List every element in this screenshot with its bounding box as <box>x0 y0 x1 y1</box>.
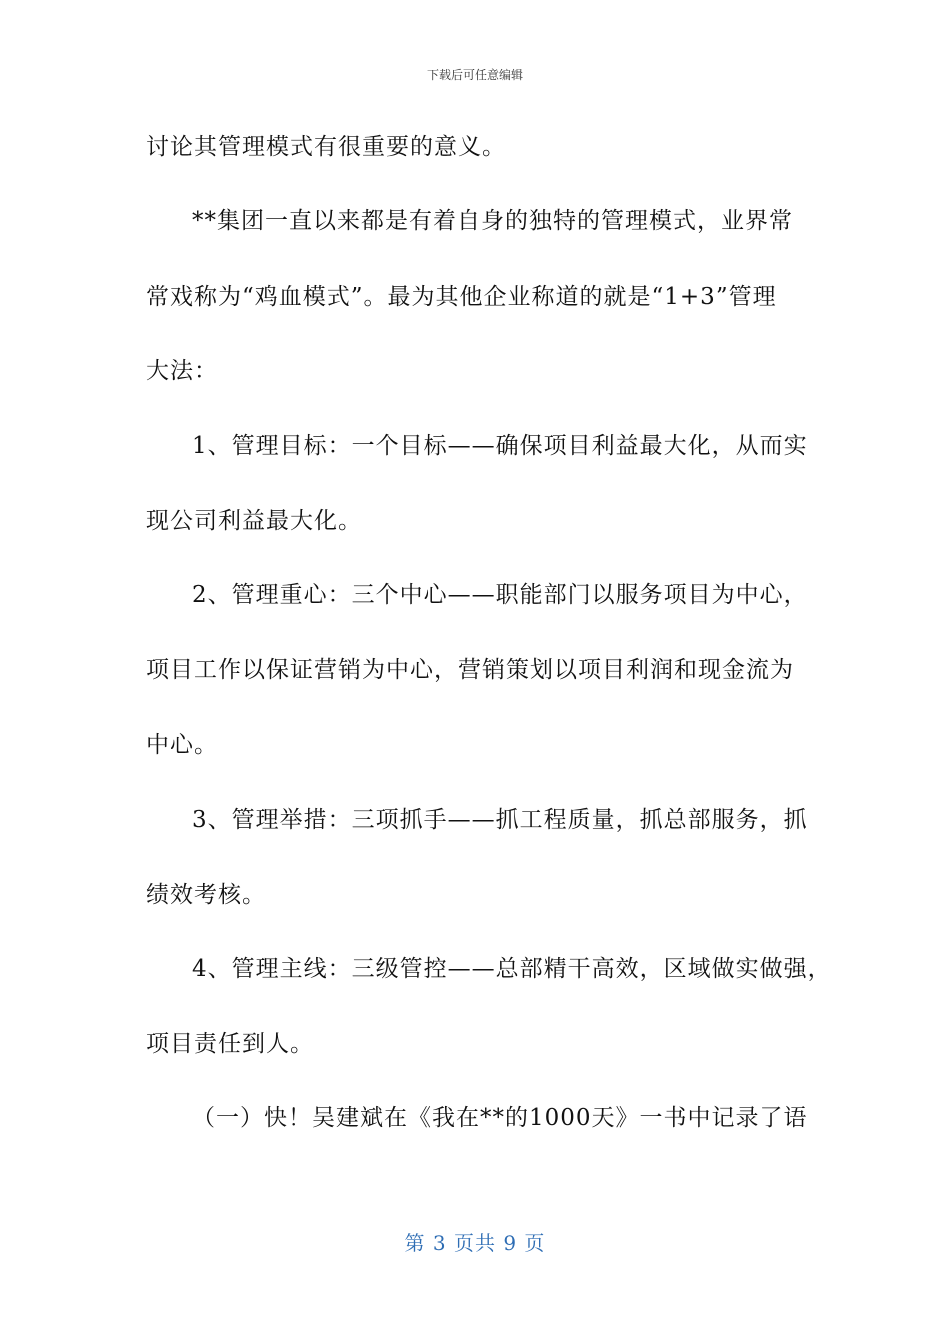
body-line: 2、管理重心：三个中心——职能部门以服务项目为中心， <box>192 582 808 608</box>
body-line: 讨论其管理模式有很重要的意义。 <box>146 134 506 160</box>
body-line: 大法： <box>146 358 218 384</box>
body-line: 绩效考核。 <box>146 882 266 908</box>
body-line: 项目责任到人。 <box>146 1031 314 1057</box>
body-line: **集团一直以来都是有着自身的独特的管理模式，业界常 <box>192 208 793 234</box>
body-line: 中心。 <box>146 732 218 758</box>
body-line: 1、管理目标：一个目标——确保项目利益最大化，从而实 <box>192 433 808 459</box>
page-header-note: 下载后可任意编辑 <box>426 68 523 82</box>
body-line: 项目工作以保证营销为中心，营销策划以项目利润和现金流为 <box>146 657 794 683</box>
body-line: 3、管理举措：三项抓手——抓工程质量，抓总部服务，抓 <box>192 807 808 833</box>
body-line: （一）快！吴建斌在《我在**的1000天》一书中记录了语 <box>192 1105 808 1131</box>
page-number-footer: 第 3 页共 9 页 <box>404 1231 546 1255</box>
body-line: 4、管理主线：三级管控——总部精干高效，区域做实做强， <box>192 956 832 982</box>
body-line: 常戏称为“鸡血模式”。最为其他企业称道的就是“1+3”管理 <box>146 284 777 310</box>
body-line: 现公司利益最大化。 <box>146 508 362 534</box>
